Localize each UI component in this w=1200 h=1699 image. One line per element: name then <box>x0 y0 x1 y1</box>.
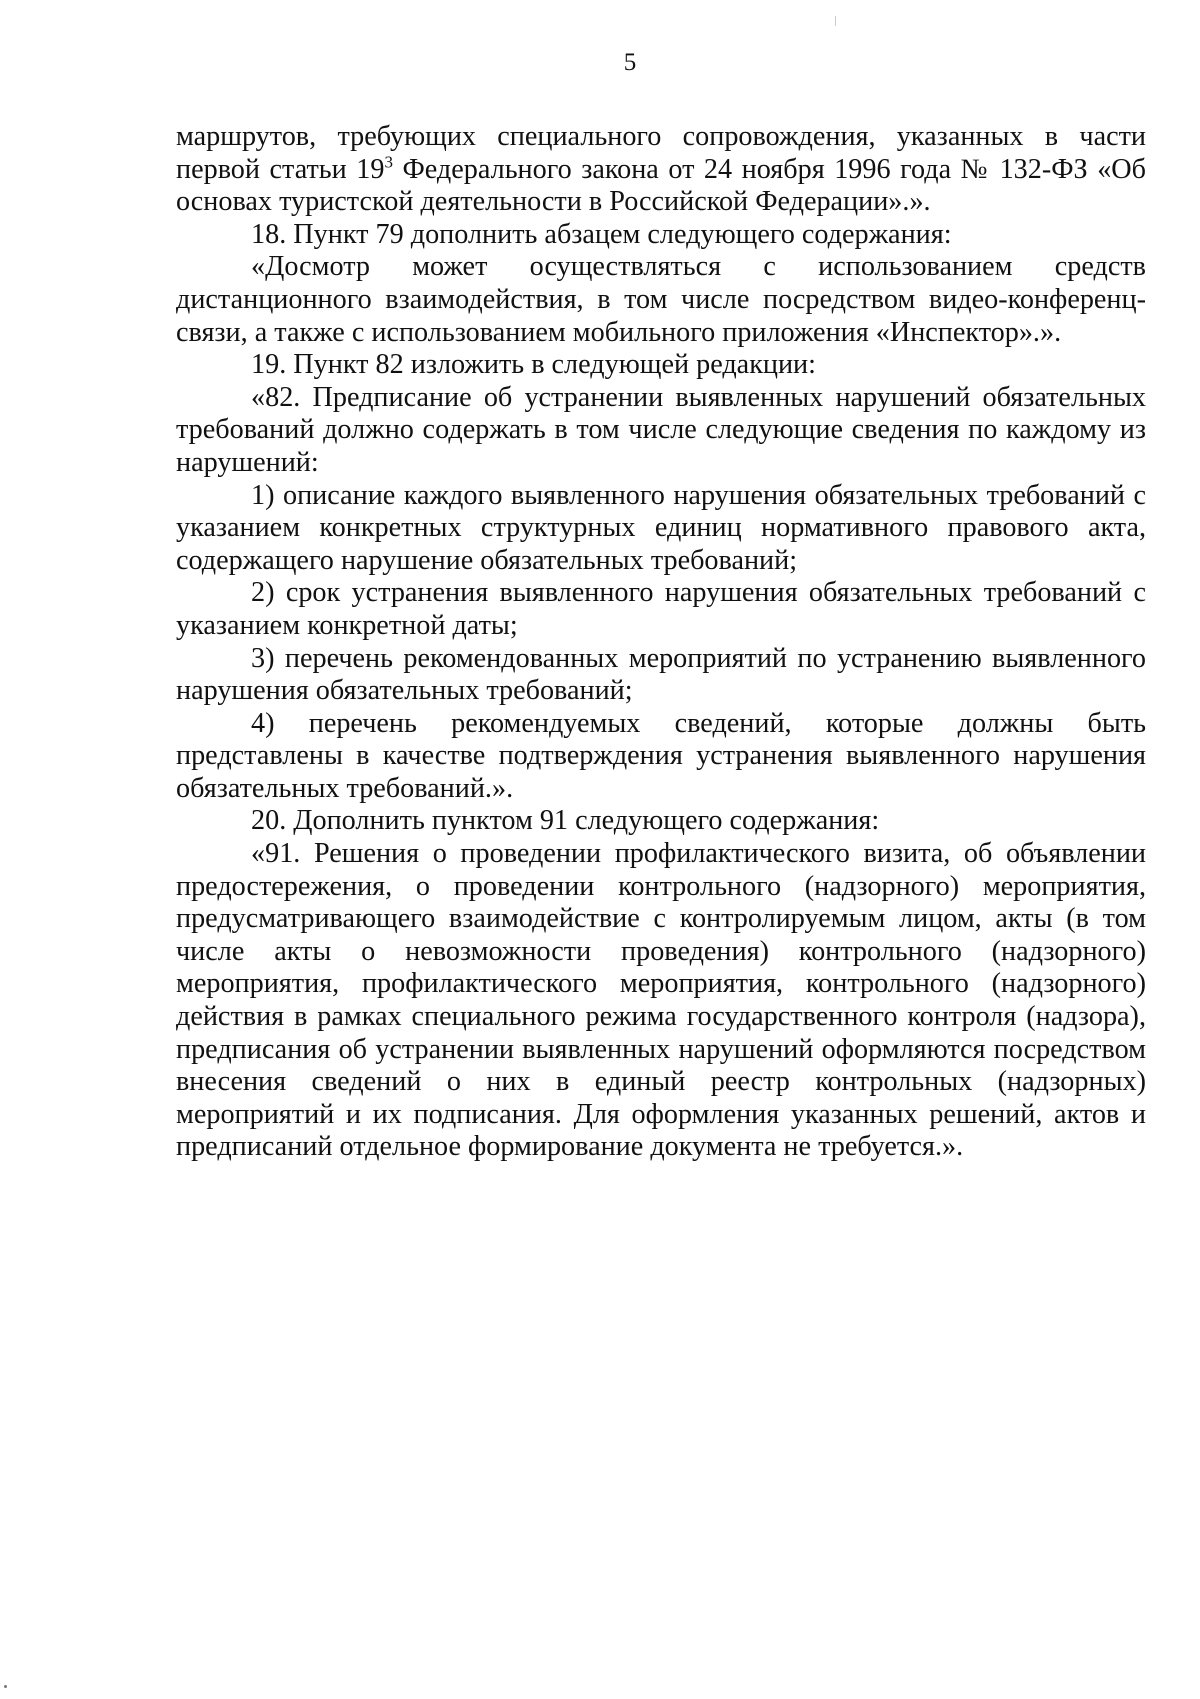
paragraph-quote-91: «91. Решения о проведении профилактического визита, об объявлении предостережения, о проведении контрольного (надзорного) мероприятия, предусматривающего взаимодействие с контролируемым лицом, акты (в том числе акты о невозможности проведения) контрольного (надзорного) мероприятия, профилактического мероприятия, контрольного (надзорного) действия в рамках специального режима государственного контроля (надзора), предписания об устранении выявленных нарушений оформляются посредством внесения сведений о них в единый реестр контрольных (надзорных) мероприятий и их подписания. Для оформления указанных решений, актов и предписаний отдельное формирование документа не требуется.». <box>176 838 1146 1163</box>
paragraph-quote-inspection: «Досмотр может осуществляться с использованием средств дистанционного взаимодействия, в том числе посредством видео-конференц-связи, а также с использованием мобильного приложения «Инспектор».». <box>176 251 1146 348</box>
paragraph-text: маршрутов, требующих специального сопровождения, указанных в части первой статьи 19 <box>176 121 1146 185</box>
paragraph-text: Федерального закона от 24 ноября 1996 года № 132-ФЗ «Об основах туристской деятельности в Российской Федерации».». <box>176 153 1146 218</box>
list-item-4: 4) перечень рекомендуемых сведений, которые должны быть представлены в качестве подтверждения устранения выявленного нарушения обязательных требований.». <box>176 707 1146 804</box>
superscript: 3 <box>384 152 393 172</box>
page-number: 5 <box>623 49 637 76</box>
paragraph-continuation <box>176 121 1146 219</box>
list-item-3: 3) перечень рекомендованных мероприятий по устранению выявленного нарушения обязательных требований; <box>176 642 1146 707</box>
paragraph-quote-82: «82. Предписание об устранении выявленных нарушений обязательных требований должно содержать в том числе следующие сведения по каждому из нарушений: <box>176 381 1146 478</box>
paragraph-item-18: 18. Пункт 79 дополнить абзацем следующего содержания: <box>251 218 952 250</box>
list-item-2: 2) срок устранения выявленного нарушения обязательных требований с указанием конкретной даты; <box>176 577 1146 641</box>
document-body <box>176 121 1146 1164</box>
paragraph-item-20: 20. Дополнить пунктом 91 следующего содержания: <box>251 805 880 837</box>
list-item-1: 1) описание каждого выявленного нарушения обязательных требований с указанием конкретных структурных единиц нормативного правового акта, содержащего нарушение обязательных требований; <box>176 479 1146 576</box>
scan-mark <box>835 16 836 26</box>
paragraph-item-19: 19. Пункт 82 изложить в следующей редакции: <box>251 349 816 381</box>
scan-dot <box>4 1685 7 1688</box>
